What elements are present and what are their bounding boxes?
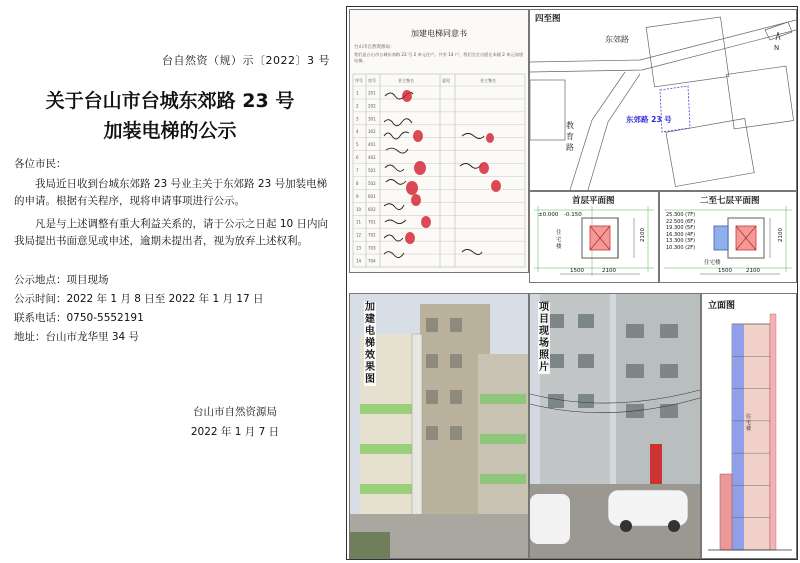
- consent-room-number: 402: [368, 155, 376, 161]
- plan2-levels: [666, 212, 712, 252]
- issue-date: 2022 年 1 月 7 日: [190, 426, 280, 438]
- svg-text:N: N: [774, 44, 780, 52]
- consent-to: 台山市自然资源局：: [354, 45, 395, 50]
- consent-col-other: 业主签名: [480, 78, 496, 83]
- consent-col-owner: 业主签名: [398, 78, 414, 83]
- road-label-east: 东郊路: [605, 35, 629, 44]
- site-map: [529, 9, 797, 191]
- plan1-level-2: -0.150: [564, 212, 582, 218]
- consent-row-index: 2: [356, 103, 359, 109]
- floor-plan-2: [659, 191, 797, 283]
- rendering-illustration: [350, 294, 528, 558]
- elevation-drawing: [701, 293, 797, 559]
- consent-room-number: 301: [368, 116, 376, 122]
- consent-room-number: 401: [368, 142, 376, 148]
- consent-col-attitude: 意见: [442, 78, 450, 83]
- consent-room-number: 704: [368, 258, 376, 264]
- plan2-level: 25.300 (7F): [666, 212, 696, 218]
- plan1-room-label: 住宅楼: [556, 230, 562, 250]
- plan2-dim-2: 2100: [746, 268, 760, 274]
- consent-room-number: 302: [368, 129, 376, 135]
- salutation: 各位市民：: [14, 158, 67, 170]
- consent-row-index: 9: [356, 193, 359, 199]
- fingerprints: [402, 90, 501, 244]
- attachment-collage: [346, 6, 798, 560]
- plan2-level: 10.300 (2F): [666, 244, 696, 251]
- consent-title: 加建电梯同意书: [411, 29, 467, 38]
- plan2-level: 16.300 (4F): [666, 231, 696, 238]
- consent-row-index: 11: [356, 219, 362, 225]
- plan2-level: 19.300 (5F): [666, 225, 696, 232]
- plan2-level: 22.500 (6F): [666, 218, 696, 225]
- elevation-title: 立面图: [706, 298, 737, 311]
- consent-room-number: 501: [368, 167, 376, 173]
- consent-room-number: 702: [368, 232, 376, 238]
- paragraph-1: 我局近日收到台城东郊路 23 号业主关于东郊路 23 号加装电梯的申请。根据有关程序，现将申请事项进行公示。: [14, 178, 328, 207]
- consent-row-index: 3: [356, 116, 359, 122]
- site-photo: [529, 293, 701, 559]
- consent-col-room: 房号: [368, 78, 376, 83]
- consent-col-no: 序号: [355, 78, 363, 83]
- consent-row-index: 7: [356, 167, 359, 173]
- notice-time: 公示时间：2022 年 1 月 8 日至 2022 年 1 月 17 日: [14, 293, 264, 305]
- consent-room-number: 201: [368, 90, 376, 96]
- consent-row-index: 4: [356, 129, 359, 135]
- consent-table: [350, 10, 528, 272]
- elevation-label: 住宅楼: [746, 414, 752, 432]
- site-map-title: 四至图: [535, 14, 561, 24]
- plan2-dim-1: 1500: [718, 268, 732, 274]
- plan2-dim-3: 2100: [778, 228, 784, 242]
- rendering-title: 加建电梯效果图: [365, 302, 375, 385]
- site-photo-illustration: [530, 294, 700, 558]
- elevator-rendering: [349, 293, 529, 559]
- plan2-level: 13.300 (3F): [666, 238, 696, 245]
- consent-room-number: 701: [368, 219, 376, 225]
- consent-row-index: 8: [356, 180, 359, 186]
- plan1-level-1: ±0.000: [538, 212, 559, 218]
- contact-address: 地址：台山市龙华里 34 号: [14, 331, 140, 343]
- notice-title-line2: 加装电梯的公示: [103, 120, 237, 142]
- plan1-dim-1: 1500: [570, 268, 584, 274]
- notice: [0, 0, 340, 563]
- consent-room-number: 602: [368, 206, 376, 212]
- site-map-drawing: [530, 10, 796, 190]
- paragraph-2: 凡是与上述调整有重大利益关系的，请于公示之日起 10 日内向我局提出书面意见或申述，逾期未提出者，视为放弃上述权利。: [14, 218, 329, 247]
- consent-room-number: 502: [368, 180, 376, 186]
- signatures: [384, 92, 484, 257]
- plan1-dim-3: 2100: [640, 228, 646, 242]
- plan2-room-label: 住宅楼: [704, 260, 721, 266]
- road-label-edu: 教育路: [566, 121, 574, 152]
- contact-phone: 联系电话：0750-5552191: [14, 312, 144, 324]
- plan1-dim-2: 2100: [602, 268, 616, 274]
- consent-row-index: 6: [356, 155, 359, 161]
- consent-row-index: 5: [356, 142, 359, 148]
- consent-room-number: 601: [368, 193, 376, 199]
- consent-row-index: 14: [356, 258, 362, 264]
- consent-row-index: 10: [356, 206, 362, 212]
- notice-title-line1: 关于台山市台城东郊路 23 号: [45, 90, 295, 112]
- consent-room-number: 202: [368, 103, 376, 109]
- consent-row-index: 1: [356, 90, 359, 96]
- consent-form: [349, 9, 529, 273]
- consent-body: 我们是台山市台城东郊路 23 号 2 单元住户，共有 14 户，我们完全自愿在本楼 2 单元加建电梯。: [354, 52, 524, 63]
- floor-plan-1-title: 首层平面图: [572, 196, 615, 206]
- site-photo-title: 项目现场照片: [539, 302, 549, 373]
- doc-number: 台自然资（规）示〔2022〕3 号: [162, 54, 330, 67]
- consent-row-index: 12: [356, 232, 362, 238]
- floor-plan-1: [529, 191, 659, 283]
- consent-row-index: 13: [356, 245, 362, 251]
- consent-room-number: 703: [368, 245, 376, 251]
- notice-location: 公示地点：项目现场: [14, 274, 109, 286]
- floor-plan-2-title: 二至七层平面图: [700, 196, 760, 206]
- issuer: 台山市自然资源局: [193, 406, 277, 418]
- site-label: 东郊路 23 号: [626, 115, 672, 124]
